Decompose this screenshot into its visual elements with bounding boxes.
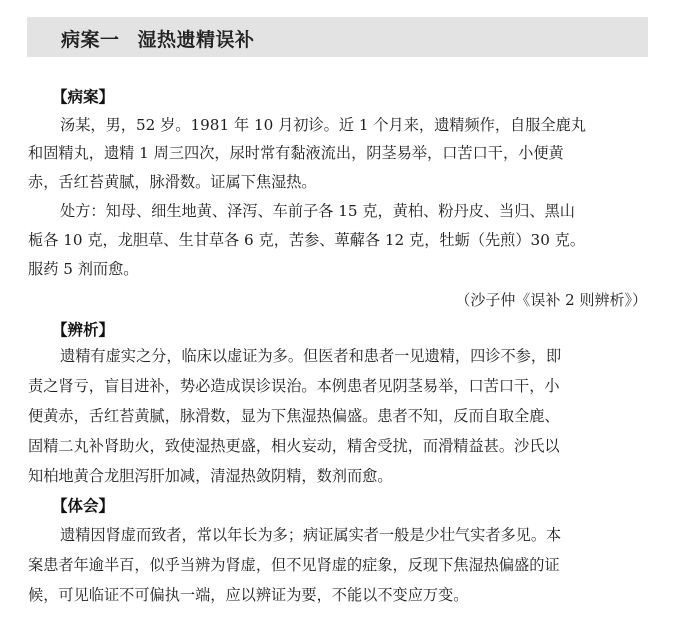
experience-line-2: 案患者年逾半百，似乎当辨为肾虚，但不见肾虚的症象，反现下焦湿热偏盛的证 xyxy=(28,556,560,574)
case-heading: 【病案】 xyxy=(52,88,115,106)
case-line-2: 和固精丸，遗精 1 周三四次，尿时常有黏液流出，阴茎易举，口苦口干，小便黄 xyxy=(28,144,564,162)
analysis-line-5: 知柏地黄合龙胆泻肝加减，清湿热敛阴精，数剂而愈。 xyxy=(28,467,393,485)
analysis-line-1: 遗精有虚实之分，临床以虚证为多。但医者和患者一见遗精，四诊不参，即 xyxy=(60,347,562,365)
analysis-heading: 【辨析】 xyxy=(52,321,115,339)
case-source-citation: （沙子仲《误补 2 则辨析》） xyxy=(455,291,647,309)
chapter-title xyxy=(61,25,255,52)
chapter-title-bar xyxy=(27,17,648,57)
case-number-label: 病案一 xyxy=(61,29,120,51)
experience-line-3: 候，可见临证不可偏执一端，应以辨证为要，不能以不变应万变。 xyxy=(28,586,469,604)
case-line-3: 赤，舌红苔黄腻，脉滑数。证属下焦湿热。 xyxy=(28,173,317,191)
analysis-line-4: 固精二丸补肾助火，致使湿热更盛，相火妄动，精舍受扰，而滑精益甚。沙氏以 xyxy=(28,437,560,455)
analysis-line-3: 便黄赤，舌红苔黄腻，脉滑数，显为下焦湿热偏盛。患者不知，反而自取全鹿、 xyxy=(28,407,560,425)
case-line-1: 汤某，男，52 岁。1981 年 10 月初诊。近 1 个月来，遗精频作，自服全鹿丸 xyxy=(60,116,586,134)
experience-line-1: 遗精因肾虚而致者，常以年长为多；病证属实者一般是少壮气实者多见。本 xyxy=(60,526,562,544)
prescription-line-1: 处方：知母、细生地黄、泽泻、车前子各 15 克，黄柏、粉丹皮、当归、黑山 xyxy=(60,202,575,220)
experience-heading: 【体会】 xyxy=(52,497,115,515)
case-title: 湿热遗精误补 xyxy=(137,29,255,51)
analysis-line-2: 责之肾亏，盲目进补，势必造成误诊误治。本例患者见阴茎易举，口苦口干，小 xyxy=(28,377,560,395)
prescription-line-2: 栀各 10 克，龙胆草、生甘草各 6 克，苦参、萆薢各 12 克，牡蛎（先煎）30 克。 xyxy=(28,231,586,249)
prescription-line-3: 服药 5 剂而愈。 xyxy=(28,260,139,278)
